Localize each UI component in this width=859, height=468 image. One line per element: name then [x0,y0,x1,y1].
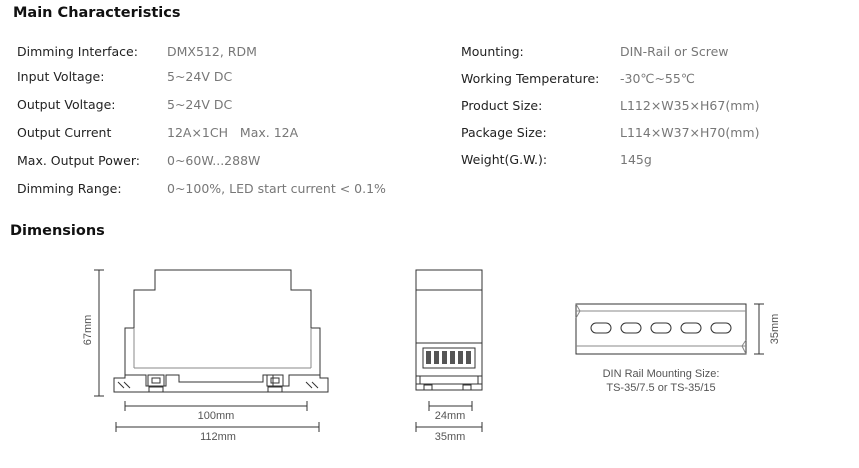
side-view-drawing [416,270,482,432]
spec-label: Output Voltage: [17,97,116,112]
spec-label: Dimming Interface: [17,44,138,59]
spec-label: Product Size: [461,98,543,113]
side-inner-width-label: 24mm [434,410,466,422]
front-outer-width-label: 112mm [200,431,236,443]
spec-label: Max. Output Power: [17,153,140,168]
front-view-drawing [94,270,328,432]
spec-value: 145g [620,152,652,167]
front-inner-width-label: 100mm [197,410,235,422]
main-characteristics-heading: Main Characteristics [13,5,181,21]
spec-value: -30℃~55℃ [620,71,695,86]
spec-label: Weight(G.W.): [461,152,548,167]
spec-value: 0~60W...288W [167,153,261,168]
spec-value: L114×W37×H70(mm) [620,125,760,140]
spec-label: Dimming Range: [17,181,122,196]
spec-value: 0~100%, LED start current < 0.1% [167,181,386,196]
spec-label: Input Voltage: [17,69,105,84]
rail-height-label: 35mm [769,313,781,345]
spec-label: Package Size: [461,125,547,140]
side-outer-width-label: 35mm [434,431,466,443]
spec-value: 5~24V DC [167,69,233,84]
rail-caption-line2: TS-35/7.5 or TS-35/15 [606,382,716,394]
rail-caption-line1: DIN Rail Mounting Size: [602,368,720,380]
spec-value: DIN-Rail or Screw [620,44,729,59]
spec-value: 12A×1CH Max. 12A [167,125,299,140]
front-height-label: 67mm [82,314,94,346]
din-rail-drawing [576,304,764,354]
spec-label: Working Temperature: [461,71,600,86]
spec-label: Output Current [17,125,112,140]
spec-value: L112×W35×H67(mm) [620,98,760,113]
spec-value: DMX512, RDM [167,44,257,59]
spec-value: 5~24V DC [167,97,233,112]
dimensions-heading: Dimensions [10,223,105,239]
spec-label: Mounting: [461,44,524,59]
